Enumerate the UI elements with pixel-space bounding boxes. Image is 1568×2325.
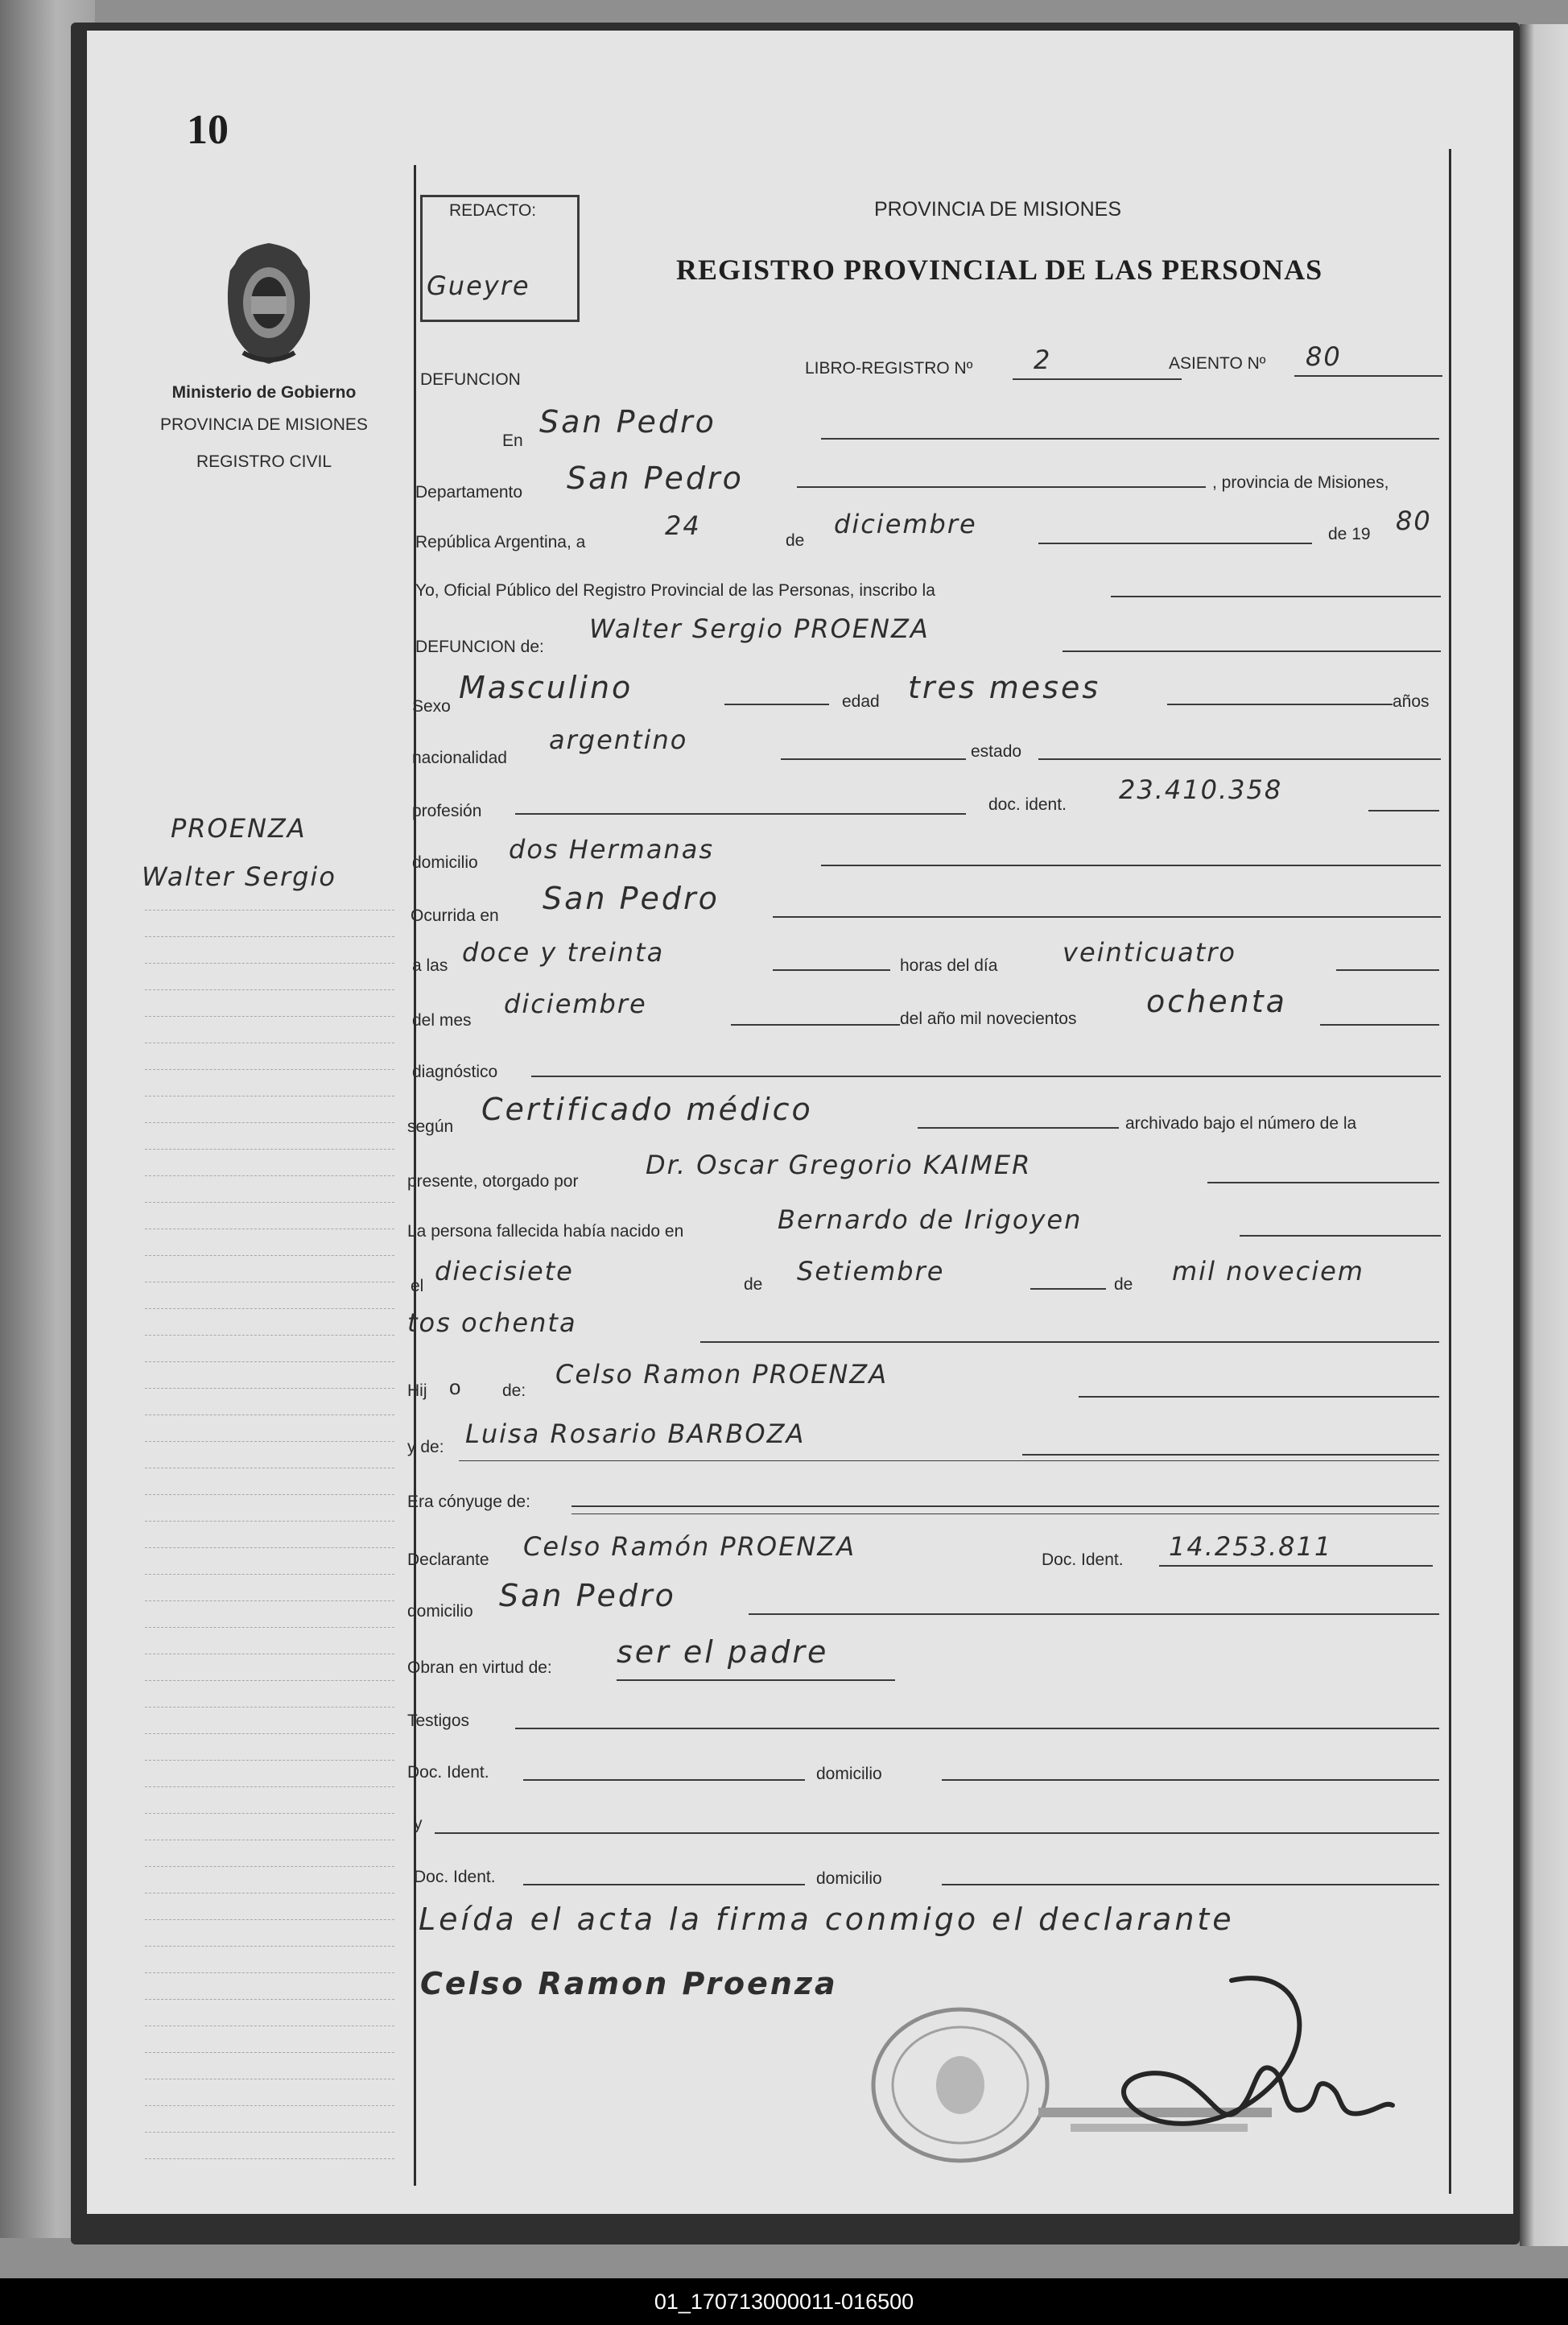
margin-rule-line — [145, 1946, 394, 1947]
otorgado-value: Dr. Oscar Gregorio KAIMER — [646, 1150, 1032, 1180]
margin-rule-line — [145, 2132, 394, 2133]
form-label: Yo, Oficial Público del Registro Provincial de las Personas, inscribo la — [415, 581, 935, 600]
ministry-label: Ministerio de Gobierno — [171, 383, 357, 402]
margin-rule-line — [145, 1786, 394, 1787]
margin-rule-line — [145, 1388, 394, 1389]
ano-value: ochenta — [1146, 984, 1287, 1019]
form-label: diagnóstico — [412, 1063, 498, 1081]
form-underline — [749, 1613, 1439, 1615]
form-label: domicilio — [407, 1602, 473, 1621]
dia-value: veinticuatro — [1063, 937, 1236, 968]
margin-rule-line — [145, 1122, 394, 1123]
deceased-name: Walter Sergio PROENZA — [589, 613, 930, 644]
form-underline — [1240, 1235, 1441, 1237]
form-label: Doc. Ident. — [407, 1763, 489, 1782]
form-underline — [571, 1505, 1439, 1507]
form-underline — [1079, 1396, 1439, 1398]
margin-rule-line — [145, 1760, 394, 1761]
el-value: diecisiete — [435, 1256, 574, 1286]
form-label: Sexo — [412, 697, 451, 716]
coat-of-arms-icon — [219, 240, 319, 369]
month-value: diciembre — [834, 509, 977, 539]
margin-given-names: Walter Sergio — [142, 861, 336, 892]
closing-statement: Leída el acta la firma conmigo el declarante — [419, 1902, 1235, 1937]
form-label: de — [786, 531, 805, 550]
form-underline — [781, 758, 966, 760]
margin-rule-line — [145, 1999, 394, 2000]
form-underline — [1159, 1565, 1433, 1567]
form-label: domicilio — [412, 853, 478, 872]
margin-rule-line — [145, 2158, 394, 2159]
declarante-signature: Celso Ramon Proenza — [420, 1966, 838, 2001]
asiento-value: 80 — [1306, 341, 1342, 372]
form-label: República Argentina, a — [415, 533, 586, 551]
form-label: años — [1393, 692, 1430, 711]
form-underline — [773, 969, 890, 971]
form-underline — [1022, 1454, 1439, 1456]
form-label: estado — [971, 742, 1022, 761]
form-label: o — [449, 1375, 461, 1399]
binding-strip — [1520, 24, 1568, 2246]
form-label: según — [407, 1117, 454, 1136]
form-underline — [515, 1728, 1439, 1729]
margin-rule-line — [145, 1627, 394, 1628]
en-value: San Pedro — [539, 404, 716, 440]
form-underline — [797, 486, 1206, 488]
province-title: PROVINCIA DE MISIONES — [874, 198, 1122, 221]
day-value: 24 — [665, 510, 701, 541]
margin-rule-line — [145, 1335, 394, 1336]
padre-value: Celso Ramon PROENZA — [555, 1359, 889, 1390]
form-label: horas del día — [900, 956, 998, 975]
form-label: doc. ident. — [988, 795, 1067, 814]
form-label: Doc. Ident. — [1042, 1551, 1124, 1569]
form-label: de: — [502, 1381, 526, 1400]
margin-rule-line — [145, 1680, 394, 1681]
official-signature-icon — [1063, 1964, 1401, 2158]
form-label: Departamento — [415, 483, 523, 502]
mes-value: diciembre — [504, 989, 647, 1019]
margin-rule-line — [145, 1308, 394, 1309]
margin-rule-line — [145, 910, 394, 911]
form-underline — [821, 865, 1441, 866]
form-label: domicilio — [816, 1869, 882, 1888]
form-label: nacionalidad — [412, 749, 507, 767]
form-underline — [1013, 378, 1182, 380]
form-label: a las — [412, 956, 448, 975]
asiento-label: ASIENTO Nº — [1169, 354, 1266, 373]
form-underline — [1111, 596, 1441, 597]
segun-value: Certificado médico — [481, 1092, 813, 1127]
form-underline — [617, 1679, 895, 1681]
form-label: de — [1114, 1275, 1133, 1294]
form-label: , provincia de Misiones, — [1212, 473, 1389, 492]
form-label: archivado bajo el número de la — [1125, 1114, 1357, 1133]
form-underline — [1063, 650, 1441, 652]
margin-rule-line — [145, 1016, 394, 1017]
form-underline — [1336, 969, 1439, 971]
province-left-label: PROVINCIA DE MISIONES — [160, 415, 368, 434]
margin-rule-line — [145, 1919, 394, 1920]
margin-rule-line — [145, 1175, 394, 1176]
form-label: y de: — [407, 1438, 444, 1456]
margin-rule-line — [145, 1202, 394, 1203]
departamento-value: San Pedro — [567, 460, 744, 496]
madre-value: Luisa Rosario BARBOZA — [465, 1419, 806, 1449]
form-label: Era cónyuge de: — [407, 1493, 530, 1511]
form-label: Doc. Ident. — [414, 1868, 496, 1886]
form-label: de 19 — [1328, 525, 1371, 543]
registry-civil-label: REGISTRO CIVIL — [196, 452, 332, 471]
ocurrida-value: San Pedro — [543, 881, 720, 916]
margin-rule-line — [145, 1494, 394, 1495]
form-label: de — [744, 1275, 763, 1294]
form-underline — [515, 813, 966, 815]
form-label: En — [502, 432, 523, 450]
scan-footer: 01_170713000011-016500 — [0, 2278, 1568, 2325]
edad-value: tres meses — [908, 670, 1101, 705]
redacto-initials: Gueyre — [427, 270, 530, 301]
margin-rule-line — [145, 1149, 394, 1150]
form-label: Testigos — [407, 1712, 470, 1730]
form-underline — [942, 1884, 1439, 1885]
margin-rule-line — [145, 1574, 394, 1575]
year-value: 80 — [1396, 506, 1432, 536]
form-label: del mes — [412, 1011, 472, 1030]
margin-rule-line — [145, 2105, 394, 2106]
form-label: Obran en virtud de: — [407, 1658, 552, 1677]
domicilio-value: dos Hermanas — [509, 834, 714, 865]
margin-rule-line — [145, 1441, 394, 1442]
form-underline — [531, 1076, 1441, 1077]
form-label: domicilio — [816, 1765, 882, 1783]
margin-rule-line — [145, 1813, 394, 1814]
form-underline — [523, 1884, 805, 1885]
margin-rule-line — [145, 1414, 394, 1415]
form-underline — [773, 916, 1441, 918]
margin-rule-line — [145, 1707, 394, 1708]
margin-rule-line — [145, 1255, 394, 1256]
form-underline — [1038, 758, 1441, 760]
form-underline — [731, 1024, 900, 1026]
form-label: DEFUNCION de: — [415, 638, 544, 656]
registry-title: REGISTRO PROVINCIAL DE LAS PERSONAS — [676, 254, 1323, 286]
form-underline — [1030, 1288, 1106, 1290]
form-underline — [523, 1779, 805, 1781]
form-underline — [1038, 543, 1312, 544]
margin-rule-line — [145, 1069, 394, 1070]
form-underline — [1320, 1024, 1439, 1026]
form-label: edad — [842, 692, 880, 711]
form-label: del año mil novecientos — [900, 1010, 1077, 1028]
form-underline — [1368, 810, 1439, 811]
record-type: DEFUNCION — [420, 370, 521, 389]
form-label: y — [414, 1815, 423, 1833]
ano-nac-continuation: tos ochenta — [407, 1307, 577, 1338]
libro-label: LIBRO-REGISTRO Nº — [805, 359, 973, 378]
margin-rule-line — [145, 1972, 394, 1973]
margin-rule-line — [145, 1866, 394, 1867]
form-underline — [435, 1832, 1439, 1834]
declarante-doc-value: 14.253.811 — [1169, 1531, 1333, 1562]
form-label: Ocurrida en — [411, 906, 499, 925]
nacionalidad-value: argentino — [549, 725, 688, 755]
form-label: La persona fallecida había nacido en — [407, 1222, 684, 1241]
margin-rule-line — [145, 1361, 394, 1362]
form-underline — [1167, 704, 1393, 705]
form-underline — [1294, 375, 1442, 377]
form-label: profesión — [412, 802, 482, 820]
form-underline — [821, 438, 1439, 440]
right-margin-rule — [1449, 149, 1451, 2194]
margin-surname: PROENZA — [171, 813, 307, 844]
page-number: 10 — [187, 107, 229, 153]
form-underline — [918, 1127, 1119, 1129]
mes-nac-value: Setiembre — [797, 1256, 945, 1286]
margin-rule-line — [145, 1600, 394, 1601]
official-seal-icon — [868, 2005, 1053, 2166]
form-underline — [700, 1341, 1439, 1343]
margin-rule-line — [145, 2052, 394, 2053]
form-underline — [459, 1460, 1439, 1461]
margin-rule-line — [145, 989, 394, 990]
form-label: Declarante — [407, 1551, 489, 1569]
form-underline — [724, 704, 829, 705]
form-label: presente, otorgado por — [407, 1172, 579, 1191]
nacido-value: Bernardo de Irigoyen — [778, 1204, 1083, 1235]
form-label: el — [411, 1277, 424, 1295]
declarante-value: Celso Ramón PROENZA — [523, 1531, 856, 1562]
margin-rule-line — [145, 1521, 394, 1522]
declarante-domicilio-value: San Pedro — [499, 1578, 676, 1613]
ano-nac-value: mil noveciem — [1172, 1256, 1364, 1286]
form-underline — [1207, 1182, 1439, 1183]
sexo-value: Masculino — [459, 670, 633, 705]
libro-value: 2 — [1034, 345, 1052, 375]
margin-rule-line — [145, 1733, 394, 1734]
a-las-value: doce y treinta — [462, 937, 665, 968]
margin-rule-line — [145, 1547, 394, 1548]
form-label: Hij — [407, 1381, 427, 1400]
obran-value: ser el padre — [617, 1634, 829, 1670]
margin-rule-line — [145, 963, 394, 964]
margin-rule-line — [145, 936, 394, 937]
form-underline — [942, 1779, 1439, 1781]
redacto-label: REDACTO: — [449, 201, 537, 220]
doc-ident-value: 23.410.358 — [1119, 774, 1283, 805]
